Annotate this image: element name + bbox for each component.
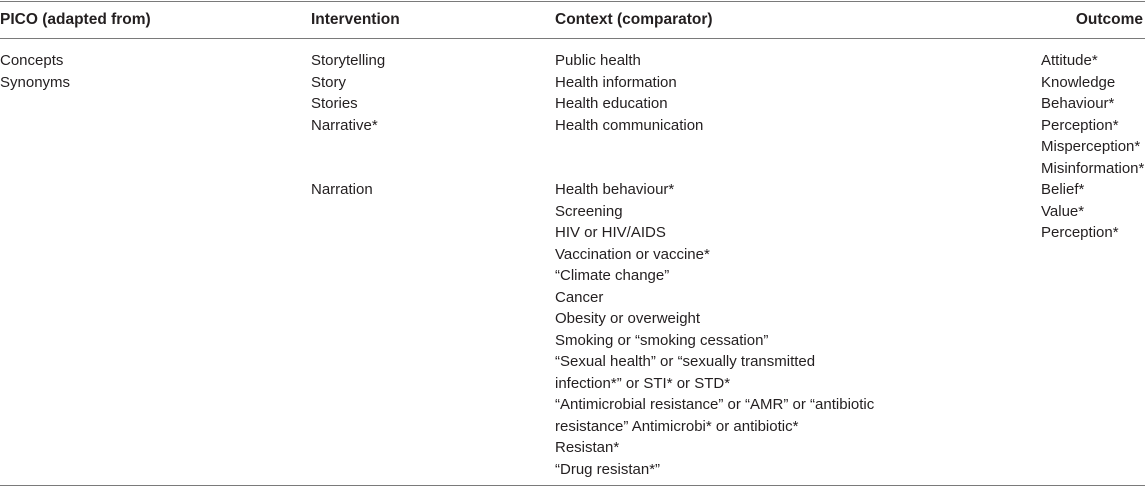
table-cell: Public health [555,52,641,69]
header-pico: PICO (adapted from) [0,11,151,28]
table-cell: Value* [1041,202,1085,220]
table-cell: Behaviour* [1041,95,1115,112]
column-intervention [311,50,385,201]
table-cell: Story [311,73,347,91]
table-cell: Knowledge [1041,73,1116,91]
table-cell [311,158,385,180]
table-cell: Perception* [1041,224,1119,241]
table-cell: Health information [555,73,677,91]
table-cell: “Climate change” [555,267,670,284]
table-header-rule [0,38,1145,39]
header-context: Context (comparator) [555,11,713,28]
table-cell: Synonyms [0,73,71,91]
table-cell: Perception* [1041,116,1119,134]
table-cell: Resistan* [555,439,620,456]
table-cell: HIV or HIV/AIDS [555,224,666,241]
table-cell: Storytelling [311,52,386,69]
column-pico [0,50,70,93]
table-cell: Attitude* [1041,52,1098,69]
header-intervention: Intervention [311,11,400,28]
column-context [555,50,874,480]
table-cell: Concepts [0,52,64,69]
table-cell [311,136,385,158]
table-cell: Narration [311,181,373,198]
table-cell: Misperception* [1041,138,1141,155]
table-cell: Stories [311,95,358,112]
table-cell [555,136,874,158]
table-cell: Misinformation* [1041,159,1145,177]
table-cell: Health behaviour* [555,181,675,198]
table-cell: Narrative* [311,116,378,134]
header-outcome: Outcome [1075,11,1143,28]
table-cell: “Antimicrobial resistance” or “AMR” or “antibiotic [555,396,875,413]
table-cell: “Drug resistan*” [555,460,661,478]
table-cell: Health communication [555,116,704,134]
table-cell: Vaccination or vaccine* [555,245,710,263]
table-bottom-rule [0,485,1145,486]
table-cell: Health education [555,95,668,112]
table-cell: resistance” Antimicrobi* or antibiotic* [555,417,799,435]
table-cell: Smoking or “smoking cessation” [555,331,769,349]
table-cell: Cancer [555,288,604,306]
table-cell: Obesity or overweight [555,310,701,327]
table-top-rule [0,1,1145,2]
table-cell: infection*” or STI* or STD* [555,374,731,392]
table-cell: Belief* [1041,181,1085,198]
table-cell: “Sexual health” or “sexually transmitted [555,353,816,370]
table-cell [555,158,874,180]
column-outcome [1041,50,1144,244]
table-cell: Screening [555,202,623,220]
